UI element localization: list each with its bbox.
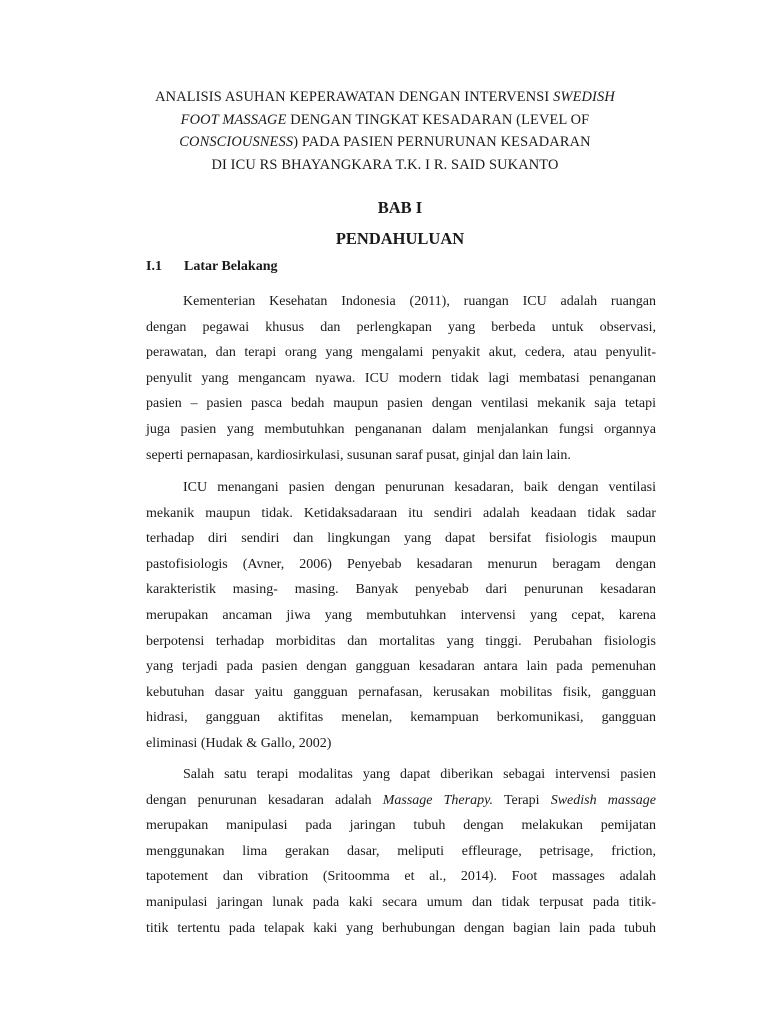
paragraph-line: karakteristik masing- masing. Banyak penyebab dari penurunan kesadaran — [146, 582, 656, 598]
paragraph-line: mekanik maupun tidak. Ketidaksadaraan itu sendiri adalah keadaan tidak sadar — [146, 505, 656, 521]
paragraph-line: tapotement dan vibration (Sritoomma et al., 2014). Foot massages adalah — [146, 869, 656, 885]
paragraph-line: dengan penurunan kesadaran adalah Massage Therapy. Terapi Swedish massage — [146, 792, 656, 808]
section-title: Latar Belakang — [184, 259, 278, 274]
paragraph-line: merupakan manipulasi pada jaringan tubuh dengan melakukan pemijatan — [146, 818, 656, 834]
paragraph-line: seperti pernapasan, kardiosirkulasi, susunan saraf pusat, ginjal dan lain lain. — [146, 447, 571, 463]
title-line-3: CONSCIOUSNESS) PADA PASIEN PERNURUNAN KESADARAN — [179, 134, 591, 150]
paragraph-3 — [146, 762, 656, 941]
title-italic-foot-massage: FOOT MASSAGE — [180, 111, 287, 128]
italic-massage-therapy: Massage Therapy. — [382, 792, 494, 808]
paragraph-line: manipulasi jaringan lunak pada kaki secara umum dan tidak terpusat pada titik- — [146, 894, 656, 910]
italic-swedish-massage: Swedish massage — [550, 792, 656, 808]
paragraph-line: yang terjadi pada pasien dengan gangguan kesadaran antara lain pada pemenuhan — [146, 659, 656, 675]
section-number: I.1 — [146, 259, 162, 274]
section-heading — [146, 259, 277, 275]
paragraph-line: Kementerian Kesehatan Indonesia (2011), ruangan ICU adalah ruangan — [183, 294, 656, 309]
title-line-1: ANALISIS ASUHAN KEPERAWATAN DENGAN INTERVENSI SWEDISH — [155, 89, 615, 105]
paragraph-line: terhadap diri sendiri dan lingkungan yang dapat bersifat fisiologis maupun — [146, 531, 656, 547]
title-line-2: FOOT MASSAGE DENGAN TINGKAT KESADARAN (LEVEL OF — [180, 111, 590, 128]
paragraph-line: kebutuhan dasar yaitu gangguan pernafasan, kerusakan mobilitas fisik, gangguan — [146, 684, 656, 700]
paragraph-1 — [146, 289, 656, 468]
paragraph-line: penyulit yang mengancam nyawa. ICU modern tidak lagi membatasi penanganan — [146, 370, 656, 386]
title-italic-swedish: SWEDISH — [553, 89, 615, 105]
paragraph-line: menggunakan lima gerakan dasar, meliputi effleurage, petrisage, friction, — [146, 843, 656, 859]
paragraph-line: perawatan, dan terapi orang yang mengalami penyakit akut, cedera, atau penyulit- — [146, 345, 656, 361]
paragraph-line: pastofisiologis (Avner, 2006) Penyebab kesadaran menurun beragam dengan — [146, 556, 656, 572]
title-italic-consciousness: CONSCIOUSNESS — [179, 134, 294, 150]
chapter-label: BAB I — [377, 198, 423, 217]
paragraph-line: ICU menangani pasien dengan penurunan kesadaran, baik dengan ventilasi — [183, 480, 656, 495]
paragraph-line: titik tertentu pada telapak kaki yang berhubungan dengan bagian lain pada tubuh — [146, 920, 656, 936]
paragraph-2 — [146, 475, 656, 757]
paragraph-line: eliminasi (Hudak & Gallo, 2002) — [146, 735, 332, 751]
paragraph-line: dengan pegawai khusus dan perlengkapan yang berbeda untuk observasi, — [146, 319, 656, 335]
chapter-name: PENDAHULUAN — [335, 229, 465, 248]
document-title — [120, 86, 650, 176]
paragraph-line: berpotensi terhadap morbiditas dan mortalitas yang tinggi. Perubahan fisiologis — [146, 633, 656, 649]
paragraph-line: merupakan ancaman jiwa yang membutuhkan intervensi yang cepat, karena — [146, 607, 656, 623]
title-line-4: DI ICU RS BHAYANGKARA T.K. I R. SAID SUKANTO — [211, 156, 559, 173]
paragraph-line: Salah satu terapi modalitas yang dapat diberikan sebagai intervensi pasien — [183, 767, 656, 782]
paragraph-line: juga pasien yang membutuhkan pengananan dalam menjalankan fungsi organnya — [146, 421, 656, 437]
paragraph-line: hidrasi, gangguan aktifitas menelan, kemampuan berkomunikasi, gangguan — [146, 710, 656, 726]
paragraph-line: pasien – pasien pasca bedah maupun pasien dengan ventilasi mekanik saja tetapi — [146, 396, 656, 412]
